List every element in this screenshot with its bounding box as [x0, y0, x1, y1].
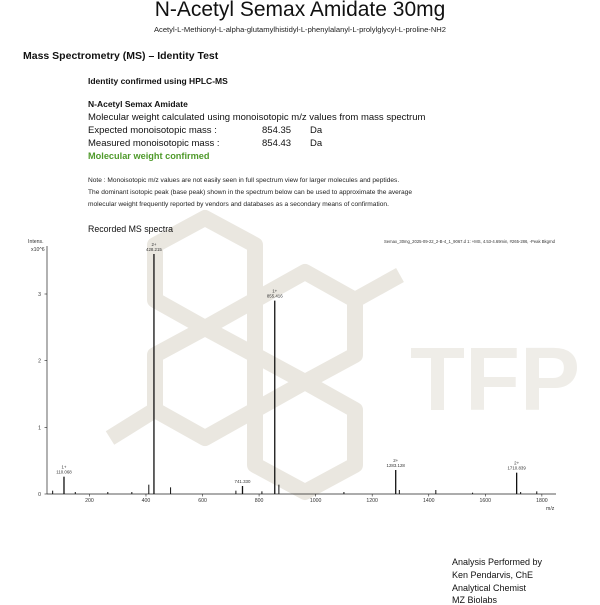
page-title: N-Acetyl Semax Amidate 30mg	[154, 0, 446, 21]
watermark-text: TFP	[410, 330, 580, 430]
expected-mass-value: 854.35	[262, 125, 292, 136]
expected-mass-label: Expected monoisotopic mass :	[88, 125, 217, 136]
peak-mz-label: 855.416	[266, 293, 283, 299]
measured-mass-label: Measured monoisotopic mass :	[88, 138, 220, 149]
analyst-name: Ken Pendarvis, ChE	[452, 570, 534, 580]
analyst-title: Analytical Chemist	[452, 583, 527, 593]
y-tick-label: 0	[38, 492, 41, 498]
lab-name: MZ Biolabs	[452, 595, 498, 605]
page-subtitle: Acetyl-L-Methionyl-L-alpha-glutamylhistidyl-L-phenylalanyl-L-prolylglycyl-L-proline-NH2	[153, 25, 447, 34]
method-description: Molecular weight calculated using monoisotopic m/z values from mass spectrum	[88, 112, 426, 123]
confirmation-status: Molecular weight confirmed	[88, 151, 210, 161]
chart-header: Semax_30mg_2025-09-22_2-B-4_1_9067.d 1: +MS, 4.53-4.69min, #265-286, -Peak Bkgrnd	[384, 239, 555, 244]
note-line: The dominant isotopic peak (base peak) shown in the spectrum below can be used to approximate the average	[88, 189, 413, 196]
identity-statement: Identity confirmed using HPLC-MS	[88, 76, 228, 86]
spectra-heading: Recorded MS spectra	[88, 224, 174, 234]
x-axis-label: m/z	[546, 506, 555, 512]
y-axis-exponent: x10^6	[31, 247, 45, 253]
chart-axes	[47, 246, 556, 494]
measured-mass-value: 854.43	[262, 138, 292, 149]
x-tick-label: 1600	[479, 498, 492, 504]
x-tick-label: 200	[85, 498, 94, 504]
x-tick-label: 1200	[366, 498, 378, 504]
y-tick-label: 3	[38, 292, 41, 298]
peak-mz-label: 110.068	[56, 469, 72, 475]
peak-mz-label: 741.330	[234, 479, 251, 484]
y-tick-label: 2	[38, 358, 41, 365]
x-tick-label: 600	[198, 498, 207, 504]
chart-ticks	[38, 292, 548, 504]
x-tick-label: 1400	[422, 498, 435, 504]
x-tick-label: 1800	[536, 498, 548, 504]
y-tick-label: 1	[38, 425, 41, 432]
peak-charge-label: 2+	[151, 242, 157, 247]
signature-line: Analysis Performed by	[452, 557, 543, 567]
peak-mz-label: 428.215	[146, 247, 162, 252]
x-tick-label: 1000	[309, 498, 322, 504]
peak-charge-label: 1+	[61, 464, 67, 470]
expected-mass-unit: Da	[310, 125, 323, 136]
section-title: Mass Spectrometry (MS) – Identity Test	[23, 50, 219, 62]
measured-mass-unit: Da	[310, 138, 323, 149]
chart-peaks	[53, 254, 537, 494]
y-axis-label: Intens.	[28, 239, 44, 245]
note-line: molecular weight frequently reported by vendors and databases as a secondary means of confirmation.	[88, 201, 389, 208]
chart-peak-labels	[56, 242, 526, 484]
peak-charge-label: 1+	[272, 288, 278, 294]
ms-spectrum-chart	[0, 234, 600, 524]
peak-charge-label: 2+	[393, 458, 399, 463]
x-tick-label: 800	[254, 498, 264, 504]
x-tick-label: 400	[141, 498, 151, 504]
peak-mz-label: 1283.128	[386, 463, 405, 468]
peak-mz-label: 1710.839	[507, 465, 526, 471]
note-line: Note : Monoisotopic m/z values are not easily seen in full spectrum view for larger molecules and peptides.	[88, 177, 400, 184]
peak-charge-label: 2+	[514, 460, 520, 466]
compound-name: N-Acetyl Semax Amidate	[88, 99, 188, 109]
